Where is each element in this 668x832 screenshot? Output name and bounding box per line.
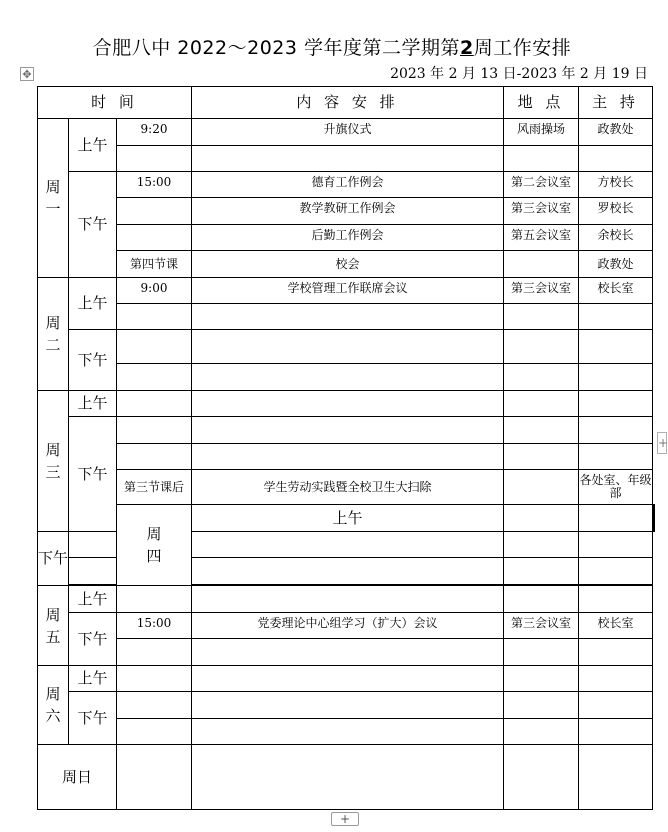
day-thursday xyxy=(117,505,192,586)
location-cell[interactable] xyxy=(504,719,579,745)
day-sunday: 周日 xyxy=(38,745,117,810)
time-cell[interactable] xyxy=(69,558,117,585)
host-cell[interactable] xyxy=(579,304,653,330)
location-cell[interactable] xyxy=(504,304,579,330)
host-cell[interactable]: 余校长 xyxy=(579,225,653,251)
content-cell[interactable] xyxy=(192,558,504,585)
content-cell[interactable] xyxy=(579,505,653,532)
location-cell[interactable]: 风雨操场 xyxy=(504,119,579,146)
content-cell[interactable] xyxy=(192,304,504,330)
content-cell[interactable] xyxy=(192,745,504,810)
content-cell[interactable]: 校会 xyxy=(192,251,504,278)
date-range: 2023 年 2 月 13 日-2023 年 2 月 19 日 xyxy=(390,66,648,82)
table-row xyxy=(38,505,655,532)
content-cell[interactable] xyxy=(192,364,504,391)
content-cell[interactable] xyxy=(192,692,504,719)
content-cell[interactable]: 后勤工作例会 xyxy=(192,225,504,251)
title-suffix: 周工作安排 xyxy=(473,37,572,59)
host-cell[interactable] xyxy=(579,586,653,613)
table-row xyxy=(38,251,655,278)
location-cell[interactable] xyxy=(504,391,579,417)
table-row xyxy=(38,666,655,692)
day-saturday xyxy=(38,666,69,745)
host-cell[interactable] xyxy=(579,391,653,417)
table-row xyxy=(38,198,655,225)
content-cell[interactable] xyxy=(192,639,504,666)
table-row xyxy=(38,391,655,417)
time-cell[interactable] xyxy=(117,692,192,719)
host-cell[interactable] xyxy=(579,444,653,470)
day-label: 周 六 xyxy=(45,685,61,725)
host-cell[interactable]: 校长室 xyxy=(579,278,653,304)
period-afternoon: 下午 xyxy=(69,613,117,666)
time-cell[interactable] xyxy=(117,417,192,444)
content-cell[interactable] xyxy=(192,417,504,444)
time-cell[interactable] xyxy=(117,639,192,666)
document-title xyxy=(0,33,664,60)
day-friday xyxy=(38,586,69,666)
header-content: 内 容 安 排 xyxy=(192,87,504,119)
host-cell[interactable] xyxy=(579,692,653,719)
time-cell[interactable] xyxy=(117,391,192,417)
time-cell[interactable] xyxy=(69,532,117,558)
location-cell[interactable]: 第五会议室 xyxy=(504,225,579,251)
host-cell[interactable] xyxy=(579,364,653,391)
time-cell[interactable] xyxy=(117,198,192,225)
host-cell[interactable]: 方校长 xyxy=(579,172,653,198)
table-move-icon[interactable]: ✥ xyxy=(20,67,34,81)
location-cell[interactable] xyxy=(504,639,579,666)
host-cell[interactable]: 各处室、年级部 xyxy=(579,470,653,505)
host-cell[interactable] xyxy=(579,745,653,810)
time-cell[interactable]: 第三节课后 xyxy=(117,470,192,505)
table-row xyxy=(38,692,655,719)
location-cell[interactable]: 第三会议室 xyxy=(504,613,579,639)
table-row xyxy=(38,304,655,330)
table-row xyxy=(38,639,655,666)
content-cell[interactable] xyxy=(192,532,504,558)
period-morning: 上午 xyxy=(69,278,117,330)
table-row xyxy=(38,444,655,470)
location-cell[interactable] xyxy=(504,666,579,692)
period-afternoon: 下午 xyxy=(69,172,117,278)
host-cell[interactable] xyxy=(579,417,653,444)
time-cell[interactable]: 9:20 xyxy=(117,119,192,146)
location-cell[interactable] xyxy=(504,586,579,613)
time-cell[interactable]: 15:00 xyxy=(117,172,192,198)
content-cell[interactable] xyxy=(192,146,504,172)
location-cell[interactable] xyxy=(504,251,579,278)
content-cell[interactable] xyxy=(192,330,504,364)
location-cell[interactable] xyxy=(504,417,579,444)
day-label: 周 五 xyxy=(45,605,61,646)
content-cell[interactable]: 党委理论中心组学习（扩大）会议 xyxy=(192,613,504,639)
table-row xyxy=(38,119,655,146)
location-cell[interactable] xyxy=(504,692,579,719)
content-cell[interactable] xyxy=(192,444,504,470)
schedule-table xyxy=(37,86,655,810)
time-cell[interactable] xyxy=(117,719,192,745)
header-time: 时 间 xyxy=(38,87,192,119)
content-cell[interactable]: 教学教研工作例会 xyxy=(192,198,504,225)
period-afternoon: 下午 xyxy=(69,417,117,532)
time-cell[interactable] xyxy=(117,146,192,172)
location-cell[interactable] xyxy=(504,745,579,810)
day-label: 周 四 xyxy=(146,525,162,565)
time-cell[interactable]: 第四节课 xyxy=(117,251,192,278)
table-row xyxy=(38,719,655,745)
time-cell[interactable] xyxy=(117,444,192,470)
location-cell[interactable] xyxy=(504,558,579,585)
header-location: 地 点 xyxy=(504,87,579,119)
content-cell[interactable] xyxy=(192,586,504,613)
time-cell[interactable] xyxy=(117,586,192,613)
time-cell[interactable] xyxy=(504,505,579,532)
host-cell[interactable] xyxy=(579,719,653,745)
period-morning: 上午 xyxy=(192,505,504,532)
table-row xyxy=(38,172,655,198)
host-cell[interactable]: 校长室 xyxy=(579,613,653,639)
header-row xyxy=(38,87,655,119)
host-cell[interactable]: 政教处 xyxy=(579,251,653,278)
time-cell[interactable] xyxy=(117,330,192,364)
content-cell[interactable]: 德育工作例会 xyxy=(192,172,504,198)
content-cell[interactable] xyxy=(192,719,504,745)
host-cell[interactable]: 罗校长 xyxy=(579,198,653,225)
day-wednesday xyxy=(38,391,69,532)
add-row-button[interactable]: + xyxy=(331,812,359,826)
day-tuesday xyxy=(38,278,69,391)
table-row xyxy=(38,225,655,251)
location-cell[interactable] xyxy=(504,470,579,505)
table-row xyxy=(38,146,655,172)
table-row xyxy=(38,330,655,364)
content-cell[interactable]: 学校管理工作联席会议 xyxy=(192,278,504,304)
table-row xyxy=(38,586,655,613)
header-host: 主 持 xyxy=(579,87,653,119)
location-cell[interactable] xyxy=(504,444,579,470)
time-cell[interactable] xyxy=(117,666,192,692)
location-cell[interactable]: 第三会议室 xyxy=(504,198,579,225)
location-cell[interactable] xyxy=(504,364,579,391)
period-morning: 上午 xyxy=(69,391,117,417)
insert-column-icon[interactable]: + xyxy=(657,432,667,454)
host-cell[interactable]: 政教处 xyxy=(579,119,653,146)
table-row xyxy=(38,278,655,304)
location-cell[interactable]: 第三会议室 xyxy=(504,278,579,304)
day-label: 周 一 xyxy=(45,178,61,218)
table-row xyxy=(38,417,655,444)
content-cell[interactable]: 升旗仪式 xyxy=(192,119,504,146)
period-morning: 上午 xyxy=(69,666,117,692)
table-row xyxy=(38,745,655,810)
day-label: 周 二 xyxy=(45,314,61,354)
day-monday xyxy=(38,119,69,278)
host-cell[interactable] xyxy=(579,639,653,666)
time-cell[interactable]: 15:00 xyxy=(117,613,192,639)
location-cell[interactable] xyxy=(504,330,579,364)
table-row xyxy=(38,470,655,505)
time-cell[interactable]: 9:00 xyxy=(117,278,192,304)
title-prefix: 合肥八中 2022～2023 学年度第二学期第 xyxy=(92,37,461,59)
host-cell[interactable] xyxy=(654,505,655,532)
week-number: 2 xyxy=(460,37,474,59)
period-morning: 上午 xyxy=(69,119,117,172)
host-cell[interactable] xyxy=(579,146,653,172)
table-row xyxy=(38,364,655,391)
host-cell[interactable] xyxy=(579,558,653,585)
location-cell[interactable]: 第二会议室 xyxy=(504,172,579,198)
day-label: 周 三 xyxy=(45,441,61,481)
period-afternoon: 下午 xyxy=(38,532,69,586)
location-cell[interactable] xyxy=(504,532,579,558)
host-cell[interactable] xyxy=(579,330,653,364)
time-cell[interactable] xyxy=(117,304,192,330)
content-cell[interactable]: 学生劳动实践暨全校卫生大扫除 xyxy=(192,470,504,505)
content-cell[interactable] xyxy=(192,391,504,417)
time-cell[interactable] xyxy=(117,745,192,810)
period-afternoon: 下午 xyxy=(69,692,117,745)
host-cell[interactable] xyxy=(579,666,653,692)
content-cell[interactable] xyxy=(192,666,504,692)
host-cell[interactable] xyxy=(579,532,653,558)
table-row xyxy=(38,613,655,639)
period-morning: 上午 xyxy=(69,586,117,613)
period-afternoon: 下午 xyxy=(69,330,117,391)
location-cell[interactable] xyxy=(504,146,579,172)
time-cell[interactable] xyxy=(117,364,192,391)
time-cell[interactable] xyxy=(117,225,192,251)
